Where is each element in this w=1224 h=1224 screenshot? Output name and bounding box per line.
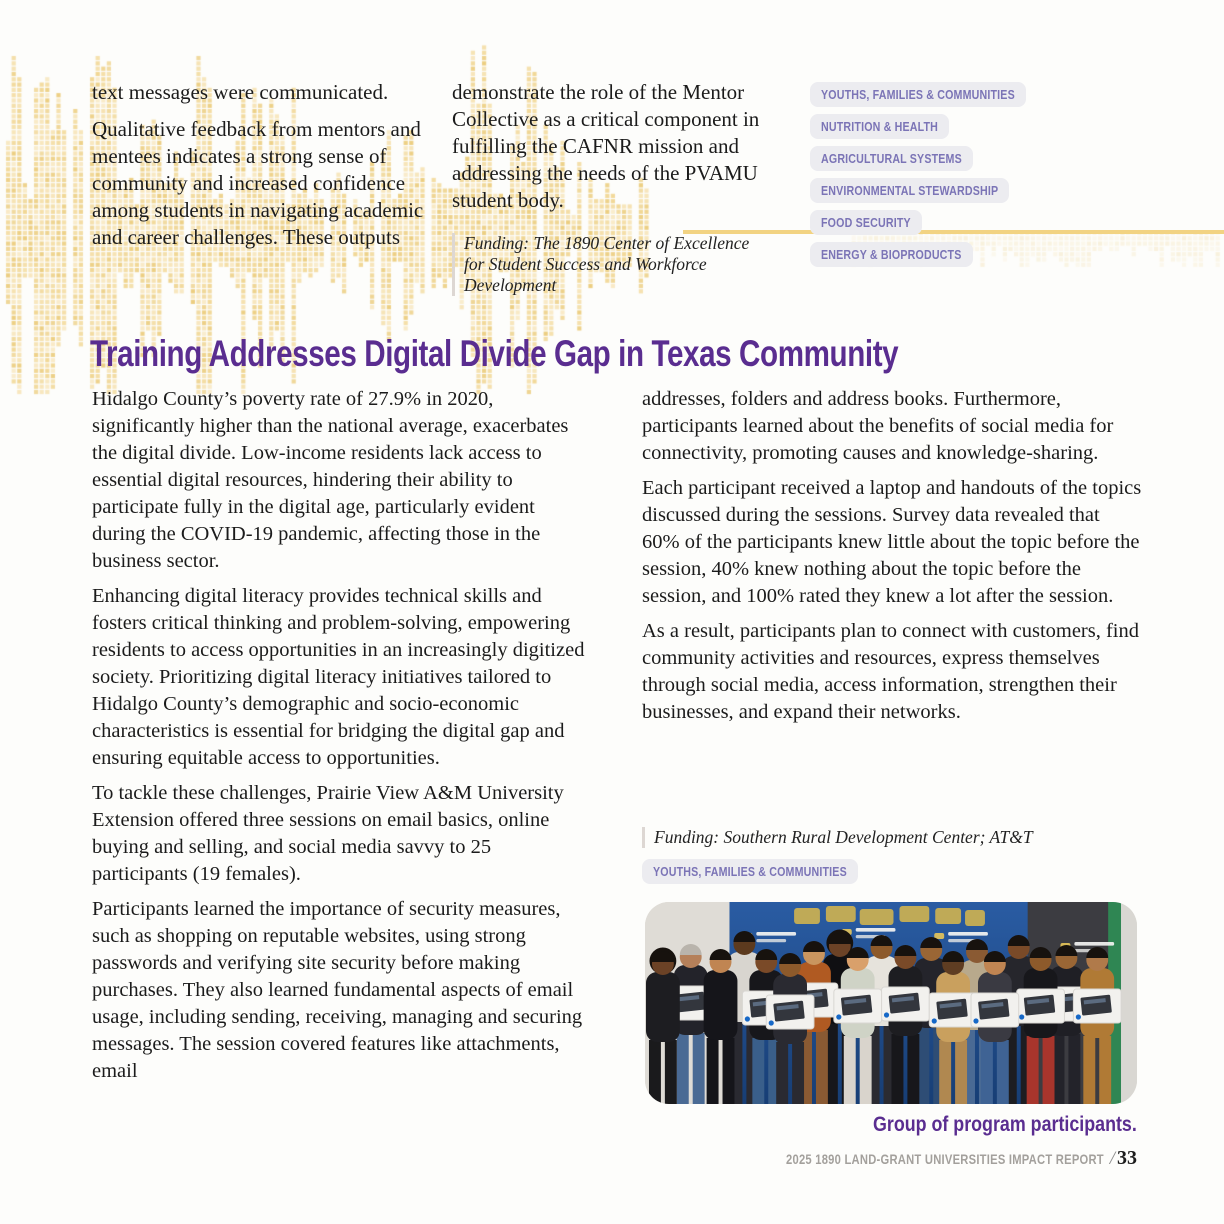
- paragraph: addresses, folders and address books. Furthermore, participants learned about the benefits of social media for connectivity, promoting causes and knowledge-sharing.: [642, 388, 1114, 464]
- photo-caption-text: Group of program participants.: [873, 1113, 1137, 1136]
- paragraph: As a result, participants plan to connect with customers, find community activities and resources, express themselves through social media, access information, strengthen their businesses, and expand their networks.: [642, 620, 1140, 723]
- funding-note-digital-divide: Funding: Southern Rural Development Center; AT&T: [642, 827, 1074, 848]
- tag-label: FOOD SECURITY: [821, 215, 911, 230]
- tag-label: ENVIRONMENTAL STEWARDSHIP: [821, 183, 999, 198]
- tag-label: YOUTHS, FAMILIES & COMMUNITIES: [653, 864, 847, 879]
- category-tag-youths-families-communities: [642, 859, 858, 884]
- photo-caption: [873, 1113, 1137, 1137]
- paragraph: Hidalgo County’s poverty rate of 27.9% in 2020, significantly higher than the national average, exacerbates the digital divide. Low-income residents lack access to essential digital resources, hindering their ability to participate fully in the digital age, particularly evident during the COVID-19 pandemic, affecting those in the business sector.: [92, 388, 569, 572]
- category-tag-nutrition-health: [810, 114, 949, 139]
- funding-note-mentor-collective: Funding: The 1890 Center of Excellence for Student Success and Workforce Development: [452, 233, 764, 296]
- tag-label: AGRICULTURAL SYSTEMS: [821, 151, 962, 166]
- page-footer: [786, 1147, 1137, 1170]
- category-tag-list: [810, 82, 1026, 267]
- category-tag-environmental-stewardship: [810, 178, 1009, 203]
- category-tag-food-security: [810, 210, 922, 235]
- paragraph: To tackle these challenges, Prairie View A&M University Extension offered three sessions on email basics, online buying and selling, and social media savvy to 25 participants (19 females).: [92, 782, 564, 885]
- article-category-tag: [642, 859, 858, 884]
- group-photo: [645, 902, 1137, 1104]
- page-number: 33: [1117, 1147, 1137, 1169]
- paragraph: Enhancing digital literacy provides technical skills and fosters critical thinking and problem-solving, empowering residents to access opportunities in an increasingly digitized society. Prioritizing digital literacy initiatives tailored to Hidalgo County’s demographic and socio-economic characteristics is essential for bridging the digital gap and ensuring equitable access to opportunities.: [92, 585, 585, 769]
- category-tag-agricultural-systems: [810, 146, 973, 171]
- article-title-text: Training Addresses Digital Divide Gap in Texas Community: [90, 333, 899, 374]
- paragraph: Participants learned the importance of security measures, such as shopping on reputable websites, using strong passwords and verifying site security before making purchases. They also learned fundamental aspects of email usage, including sending, receiving, managing and securing messages. The session covered features like attachments, email: [92, 898, 583, 1082]
- article-right-column: [642, 386, 1142, 734]
- tag-label: ENERGY & BIOPRODUCTS: [821, 247, 962, 262]
- group-photo-illustration: [645, 902, 1137, 1104]
- paragraph: text messages were communicated.: [92, 80, 389, 104]
- intro-column-2: [452, 79, 774, 224]
- paragraph: Each participant received a laptop and handouts of the topics discussed during the sessions. Survey data revealed that 60% of the participants knew little about the topic before the session, 40% knew nothing about the topic before the session, and 100% rated they knew a lot after the session.: [642, 477, 1142, 607]
- tag-label: YOUTHS, FAMILIES & COMMUNITIES: [821, 87, 1015, 102]
- category-tag-energy-bioproducts: [810, 242, 973, 267]
- article-left-column: [92, 386, 586, 1093]
- category-tag-youths-families-communities: [810, 82, 1026, 107]
- footer-report-title: 2025 1890 LAND-GRANT UNIVERSITIES IMPACT REPORT: [785, 1151, 1104, 1167]
- article-title: [90, 334, 898, 374]
- intro-column-1: [92, 79, 426, 261]
- footer-separator: /: [1109, 1148, 1115, 1169]
- paragraph: demonstrate the role of the Mentor Collective as a critical component in fulfilling the CAFNR mission and addressing the needs of the PVAMU student body.: [452, 80, 760, 212]
- tag-label: NUTRITION & HEALTH: [821, 119, 939, 134]
- paragraph: Qualitative feedback from mentors and mentees indicates a strong sense of community and increased confidence among students in navigating academic and career challenges. These outputs: [92, 117, 424, 249]
